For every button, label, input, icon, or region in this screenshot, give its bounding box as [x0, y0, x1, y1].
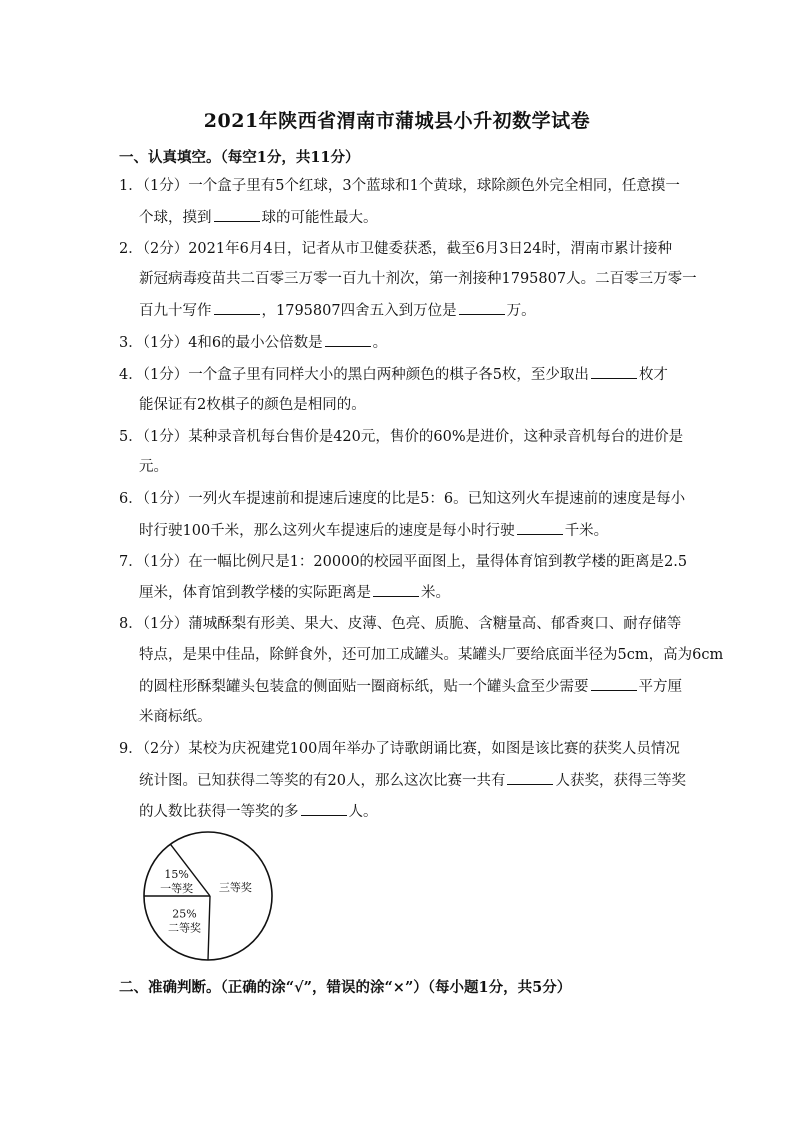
- award-pie-chart: [140, 828, 276, 964]
- q6-line-1: 6．（1分）一列火车提速前和提速后速度的比是5：6。已知这列火车提速前的速度是每小: [119, 491, 686, 507]
- q9-text-b: 人。: [348, 804, 378, 820]
- q1-line-2: [139, 208, 378, 227]
- pie-category-label: 一等奖: [160, 882, 194, 896]
- q8-line-4: 米商标纸。: [139, 709, 212, 725]
- answer-blank[interactable]: [591, 677, 637, 691]
- answer-blank[interactable]: [373, 583, 419, 597]
- answer-blank[interactable]: [214, 208, 260, 222]
- q9-line-3: [139, 802, 378, 821]
- q9-line-2: [139, 771, 686, 790]
- q8-line-2: 特点，是果中佳品，除鲜食外，还可加工成罐头。某罐头厂要给底面半径为5cm，高为6cm: [139, 647, 724, 663]
- q3-text-a: 3．（1分）4和6的最小公倍数是: [119, 335, 323, 351]
- page-title: 2021年陕西省渭南市蒲城县小升初数学试卷: [203, 110, 591, 132]
- q9-text-a: 统计图。已知获得二等奖的有20人，那么这次比赛一共有: [139, 773, 506, 789]
- answer-blank[interactable]: [325, 333, 371, 347]
- q1-text-a: 个球，摸到: [139, 210, 212, 226]
- q7-line-1: 7．（1分）在一幅比例尺是1：20000的校园平面图上，量得体育馆到教学楼的距离是2.5: [119, 554, 688, 570]
- q3-line-1: [119, 333, 387, 352]
- q9-text-a: 的人数比获得一等奖的多: [139, 804, 299, 820]
- q9-text-b: 人获奖，获得三等奖: [555, 773, 686, 789]
- q4-line-1: [119, 365, 668, 384]
- pie-category-label: 二等奖: [167, 921, 201, 935]
- q2-line-1: 2．（2分）2021年6月4日，记者从市卫健委获悉，截至6月3日24时，渭南市累计接种: [119, 241, 672, 257]
- q3-text-b: 。: [372, 335, 388, 351]
- answer-blank[interactable]: [459, 301, 505, 315]
- q7-text-a: 厘米，体育馆到教学楼的实际距离是: [139, 585, 371, 601]
- q8-text-a: 的圆柱形酥梨罐头包装盒的侧面贴一圈商标纸，贴一个罐头盒至少需要: [139, 679, 589, 695]
- q9-line-1: 9．（2分）某校为庆祝建党100周年举办了诗歌朗诵比赛，如图是该比赛的获奖人员情况: [119, 741, 680, 757]
- q7-text-b: 米。: [421, 585, 450, 601]
- q6-text-b: 千米。: [564, 523, 609, 539]
- pie-percent-label: 25%: [172, 907, 197, 921]
- q4-text-a: 4．（1分）一个盒子里有同样大小的黑白两种颜色的棋子各5枚，至少取出: [119, 367, 589, 383]
- q2-text-c: 万。: [506, 303, 536, 319]
- pie-percent-label: 15%: [164, 868, 189, 882]
- q2-line-3: [139, 301, 536, 320]
- section-1-heading: 一、认真填空。（每空1分，共11分）: [119, 149, 360, 166]
- q2-line-2: 新冠病毒疫苗共二百零三万零一百九十剂次，第一剂接种1795807人。二百零三万零一: [139, 271, 697, 287]
- q4-line-2: 能保证有2枚棋子的颜色是相同的。: [139, 397, 366, 413]
- q5-line-2: 元。: [139, 459, 168, 475]
- pie-category-label: 三等奖: [218, 881, 252, 895]
- q8-text-b: 平方厘: [638, 679, 682, 695]
- pie-chart-svg: [140, 828, 276, 964]
- q1-line-1: 1．（1分）一个盒子里有5个红球，3个蓝球和1个黄球，球除颜色外完全相同，任意摸一: [119, 178, 680, 194]
- answer-blank[interactable]: [517, 521, 563, 535]
- q8-line-1: 8．（1分）蒲城酥梨有形美、果大、皮薄、色亮、质脆、含糖量高、郁香爽口、耐存储等: [119, 616, 682, 632]
- answer-blank[interactable]: [301, 802, 347, 816]
- q2-text-b: ，1795807四舍五入到万位是: [261, 303, 457, 319]
- q2-text-a: 百九十写作: [139, 303, 212, 319]
- q7-line-2: [139, 583, 450, 602]
- answer-blank[interactable]: [507, 771, 553, 785]
- section-2-heading: 二、准确判断。（正确的涂“√”，错误的涂“×”）（每小题1分，共5分）: [119, 979, 572, 996]
- q5-line-1: 5．（1分）某种录音机每台售价是420元，售价的60%是进价，这种录音机每台的进价是: [119, 429, 684, 445]
- q4-text-b: 枚才: [638, 367, 668, 383]
- answer-blank[interactable]: [591, 365, 637, 379]
- q6-line-2: [139, 521, 608, 540]
- answer-blank[interactable]: [214, 301, 260, 315]
- q6-text-a: 时行驶100千米，那么这列火车提速后的速度是每小时行驶: [139, 523, 515, 539]
- q8-line-3: [139, 677, 682, 696]
- q1-text-b: 球的可能性最大。: [261, 210, 378, 226]
